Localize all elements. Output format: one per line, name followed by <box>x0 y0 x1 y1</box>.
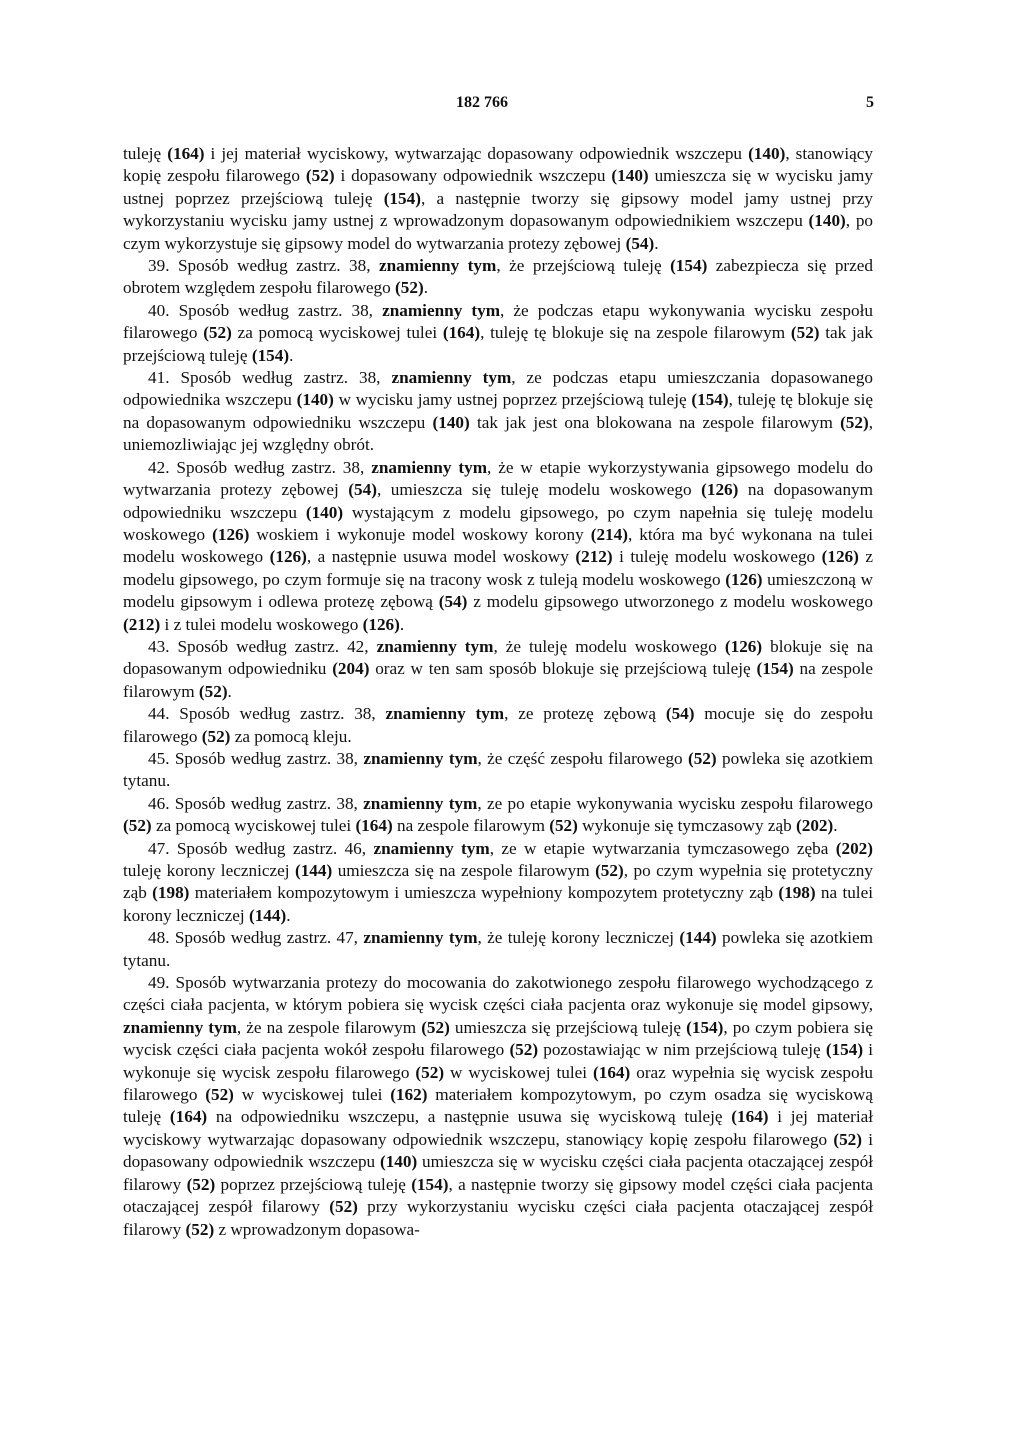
text-run: tuleję korony leczniczej <box>123 861 295 880</box>
bold-run: (54) <box>348 480 377 500</box>
text-run: umieszcza się przejściową tuleję <box>449 1017 687 1037</box>
text-run: na tulei korony leczniczej <box>123 883 873 925</box>
bold-run: (52) <box>123 816 152 836</box>
text-run: , ze podczas etapu umieszczania dopasowanego odpowiednika wszczepu <box>123 368 874 410</box>
text-run: , że w etapie wykorzystywania gipsowego modelu do wytwarzania protezy zębowej <box>123 457 873 500</box>
text-run: i jej materiał wyciskowy wytwarzając dopasowany odpowiednik wszczepu, stanowiący kopię zespołu filarowego <box>123 1107 873 1149</box>
bold-run: (126) <box>212 524 250 544</box>
text-run: , która ma być wykonana na tulei modelu woskowego <box>123 524 873 567</box>
page-number: 5 <box>866 94 874 111</box>
text-run: zabezpiecza się przed obrotem względem zespołu filarowego <box>123 256 874 298</box>
bold-run: (126) <box>821 547 859 567</box>
bold-run: (140) <box>296 390 334 410</box>
bold-run: (202) <box>796 816 834 836</box>
text-run: i wykonuje się wycisk zespołu filarowego <box>123 1040 874 1082</box>
bold-run: znamienny tym <box>385 704 505 724</box>
bold-run: (164) <box>442 323 481 343</box>
text-run: i z tulei modelu woskowego <box>160 614 363 634</box>
text-run: , ze w etapie wytwarzania tymczasowego zęba <box>489 838 836 858</box>
text-run: powleka się azotkiem tytanu. <box>123 748 873 791</box>
bold-run: (154) <box>691 390 729 410</box>
text-run: . <box>654 233 659 253</box>
text-run: 44. Sposób według zastrz. 38, <box>148 704 386 724</box>
text-run: 42. Sposób według zastrz. 38, <box>148 457 372 477</box>
text-run: na zespole filarowym <box>392 816 550 836</box>
bold-run: (126) <box>724 636 763 656</box>
bold-run: (52) <box>205 1085 234 1105</box>
text-run: umieszcza się w wycisku części ciała pacjenta otaczającej zespół filarowy <box>123 1152 873 1194</box>
paragraph-continuation <box>123 143 873 255</box>
bold-run: (52) <box>329 1197 358 1217</box>
text-run: wystającym z modelu gipsowego, po czym napełnia się tuleję modelu woskowego <box>123 502 873 544</box>
bold-run: (140) <box>748 144 786 163</box>
bold-run: znamienny tym <box>391 368 512 388</box>
bold-run: znamienny tym <box>363 748 478 768</box>
bold-run: (154) <box>251 345 290 365</box>
text-run: , że tuleję korony leczniczej <box>477 928 680 948</box>
text-run: materiałem kompozytowym i umieszcza wypełniony kompozytem protetyczny ząb <box>189 883 779 903</box>
bold-run: (52) <box>549 816 578 836</box>
text-run: i tuleję modelu woskowego <box>612 547 822 567</box>
bold-run: (212) <box>575 547 613 567</box>
text-run: . <box>399 614 405 634</box>
text-run: , że na zespole filarowym <box>236 1017 422 1037</box>
text-run: w wyciskowej tulei <box>233 1085 391 1105</box>
bold-run: (52) <box>201 726 231 746</box>
bold-run: (52) <box>595 861 624 880</box>
bold-run: (54) <box>438 592 468 612</box>
text-run: . <box>286 905 291 925</box>
bold-run: (154) <box>825 1040 864 1060</box>
bold-run: znamienny tym <box>363 928 478 948</box>
text-run: 46. Sposób według zastrz. 38, <box>148 793 364 813</box>
bold-run: znamienny tym <box>378 256 497 276</box>
bold-run: (52) <box>198 681 228 701</box>
text-run: za pomocą wyciskowej tulei <box>231 323 443 343</box>
text-run: , że tuleję modelu woskowego <box>493 636 725 656</box>
claim-paragraph <box>123 748 873 793</box>
claim-paragraph <box>123 255 873 300</box>
claim-paragraph <box>123 457 873 636</box>
claim-paragraph <box>123 972 873 1241</box>
text-run: tuleję <box>123 144 168 163</box>
bold-run: (198) <box>778 883 816 903</box>
bold-run: (204) <box>332 659 370 679</box>
text-run: , tuleję tę blokuje się na dopasowanym odpowiedniku wszczepu <box>123 390 874 432</box>
text-run: i dopasowany odpowiednik wszczepu <box>334 166 612 186</box>
bold-run: znamienny tym <box>373 838 490 858</box>
text-run: poprzez przejściową tuleję <box>215 1174 412 1194</box>
bold-run: (154) <box>411 1174 449 1194</box>
claim-paragraph <box>123 927 873 972</box>
bold-run: (52) <box>421 1017 450 1037</box>
text-run: umieszczoną w modelu gipsowym i odlewa protezę zębową <box>123 569 873 612</box>
text-run: powleka się azotkiem tytanu. <box>123 928 873 970</box>
bold-run: (154) <box>383 188 421 208</box>
text-run: , po czym pobiera się wycisk części ciała pacjenta wokół zespołu filarowego <box>123 1017 873 1060</box>
text-run: z wprowadzonym dopasowa- <box>214 1219 420 1239</box>
text-run: z modelu gipsowego, po czym formuje się na tracony wosk z tuleją modelu woskowego <box>123 547 873 589</box>
text-run: , a następnie tworzy się gipsowy model jamy ustnej przy wykorzystaniu wycisku jamy ustnej z wprowadzonym dopasowanym odpowiednikiem wszczepu <box>123 188 874 231</box>
bold-run: (126) <box>701 480 739 500</box>
bold-run: (140) <box>611 166 649 186</box>
text-run: , a następnie tworzy się gipsowy model części ciała pacjenta otaczającej zespół filarowy <box>123 1174 873 1217</box>
text-run: wykonuje się tymczasowy ząb <box>577 816 797 836</box>
text-run: , stanowiący kopię zespołu filarowego <box>123 144 873 186</box>
text-run: materiałem kompozytowym, po czym osadza się wyciskową tuleję <box>123 1085 873 1127</box>
text-run: , a następnie usuwa model woskowy <box>306 547 576 567</box>
bold-run: (202) <box>835 838 873 858</box>
text-run: w wycisku jamy ustnej poprzez przejściową tuleję <box>333 390 692 410</box>
text-run: na dopasowanym odpowiedniku wszczepu <box>123 480 873 522</box>
bold-run: (54) <box>625 233 655 253</box>
bold-run: (140) <box>305 502 344 522</box>
bold-run: (54) <box>665 704 695 724</box>
text-run: umieszcza się w wycisku jamy ustnej poprzez przejściową tuleję <box>123 166 873 208</box>
bold-run: (154) <box>756 659 794 679</box>
bold-run: (52) <box>415 1062 445 1082</box>
text-run: na zespole filarowym <box>123 659 874 701</box>
text-run: przy wykorzystaniu wycisku części ciała pacjenta otaczającej zespół filarowy <box>123 1197 873 1239</box>
text-run: , że część zespołu filarowego <box>477 748 688 768</box>
bold-run: (52) <box>185 1219 215 1239</box>
text-run: 39. Sposób według zastrz. 38, <box>148 256 379 276</box>
bold-run: (164) <box>355 816 393 836</box>
text-run: tak jak jest ona blokowana na zespole filarowym <box>469 412 841 432</box>
bold-run: (154) <box>686 1017 724 1037</box>
text-run: w wyciskowej tulei <box>444 1062 594 1082</box>
text-run: za pomocą kleju. <box>230 726 352 746</box>
bold-run: znamienny tym <box>382 300 501 320</box>
text-run: . <box>289 345 294 365</box>
text-run: , po czym wypełnia się protetyczny ząb <box>123 861 873 903</box>
bold-run: (126) <box>362 614 400 634</box>
text-run: i dopasowany odpowiednik wszczepu <box>123 1129 873 1172</box>
bold-run: znamienny tym <box>371 457 488 477</box>
bold-run: znamienny tym <box>376 636 494 656</box>
bold-run: (52) <box>305 166 335 186</box>
patent-number: 182 766 <box>456 94 508 111</box>
text-run: blokuje się na dopasowanym odpowiedniku <box>123 636 873 679</box>
text-run: oraz wypełnia się wycisk zespołu filarowego <box>123 1062 873 1105</box>
text-run: 41. Sposób według zastrz. 38, <box>148 368 392 388</box>
bold-run: (52) <box>509 1040 539 1060</box>
text-run: , uniemozliwiając jej względny obrót. <box>123 412 873 455</box>
claim-paragraph <box>123 838 873 928</box>
bold-run: znamienny tym <box>123 1017 237 1037</box>
bold-run: (126) <box>269 547 307 567</box>
text-run: 49. Sposób wytwarzania protezy do mocowania do zakotwionego zespołu filarowego wychodzącego z części ciała pacjenta, w którym pobiera się wycisk części ciała pacjenta oraz wykonuje się model gipsowy, <box>123 973 873 1015</box>
bold-run: (154) <box>670 256 708 276</box>
text-run: . <box>227 681 232 701</box>
bold-run: (144) <box>679 928 717 948</box>
text-run: i jej materiał wyciskowy, wytwarzając dopasowany odpowiednik wszczepu <box>204 144 749 163</box>
claim-paragraph <box>123 636 873 703</box>
bold-run: (140) <box>379 1152 418 1172</box>
bold-run: (52) <box>840 412 869 432</box>
text-run: , umieszcza się tuleję modelu woskowego <box>376 480 702 500</box>
text-run: . <box>423 278 428 298</box>
text-run: 48. Sposób według zastrz. 47, <box>148 928 364 948</box>
bold-run: (52) <box>203 323 232 343</box>
text-run: , tuleję tę blokuje się na zespole filarowym <box>480 323 791 343</box>
claim-paragraph <box>123 300 873 367</box>
bold-run: (52) <box>790 323 820 343</box>
bold-run: (52) <box>833 1129 862 1149</box>
bold-run: (126) <box>725 569 763 589</box>
bold-run: (52) <box>186 1174 216 1194</box>
text-run: oraz w ten sam sposób blokuje się przejściową tuleję <box>369 659 757 679</box>
bold-run: (144) <box>248 905 287 925</box>
bold-run: (162) <box>390 1085 428 1105</box>
text-run: , ze po etapie wykonywania wycisku zespołu filarowego <box>477 793 873 813</box>
text-run: . <box>833 816 838 836</box>
text-run: , po czym wykorzystuje się gipsowy model do wytwarzania protezy zębowej <box>123 211 874 253</box>
text-run: umieszcza się na zespole filarowym <box>332 861 596 880</box>
text-run: 47. Sposób według zastrz. 46, <box>148 838 374 858</box>
claim-paragraph <box>123 793 873 838</box>
bold-run: (214) <box>590 524 628 544</box>
text-run: , że przejściową tuleję <box>496 256 671 276</box>
text-run: mocuje się do zespołu filarowego <box>123 704 873 746</box>
text-run: za pomocą wyciskowej tulei <box>151 816 356 836</box>
bold-run: (164) <box>593 1062 631 1082</box>
bold-run: (52) <box>687 748 717 768</box>
bold-run: (164) <box>731 1107 769 1127</box>
bold-run: (140) <box>432 412 470 432</box>
bold-run: (212) <box>123 614 161 634</box>
text-run: woskiem i wykonuje model woskowy korony <box>249 524 591 544</box>
text-run: 45. Sposób według zastrz. 38, <box>148 748 364 768</box>
text-run: 43. Sposób według zastrz. 42, <box>148 636 377 656</box>
bold-run: znamienny tym <box>363 793 478 813</box>
bold-run: (144) <box>294 861 333 880</box>
bold-run: (140) <box>808 211 846 231</box>
text-run: 40. Sposób według zastrz. 38, <box>148 300 383 320</box>
text-run: , ze protezę zębową <box>504 704 666 724</box>
text-run: na odpowiedniku wszczepu, a następnie usuwa się wyciskową tuleję <box>207 1107 732 1127</box>
text-run: pozostawiając w nim przejściową tuleję <box>538 1040 826 1060</box>
bold-run: (164) <box>167 144 205 163</box>
bold-run: (198) <box>152 883 190 903</box>
claim-paragraph <box>123 703 873 748</box>
page-header <box>0 94 1024 118</box>
bold-run: (52) <box>395 278 424 298</box>
claims-text <box>123 143 873 1241</box>
text-run: z modelu gipsowego utworzonego z modelu woskowego <box>467 592 873 612</box>
text-run: tak jak przejściową tuleję <box>123 323 873 365</box>
bold-run: (164) <box>169 1107 208 1127</box>
text-run: , że podczas etapu wykonywania wycisku zespołu filarowego <box>123 300 873 343</box>
claim-paragraph <box>123 367 873 457</box>
